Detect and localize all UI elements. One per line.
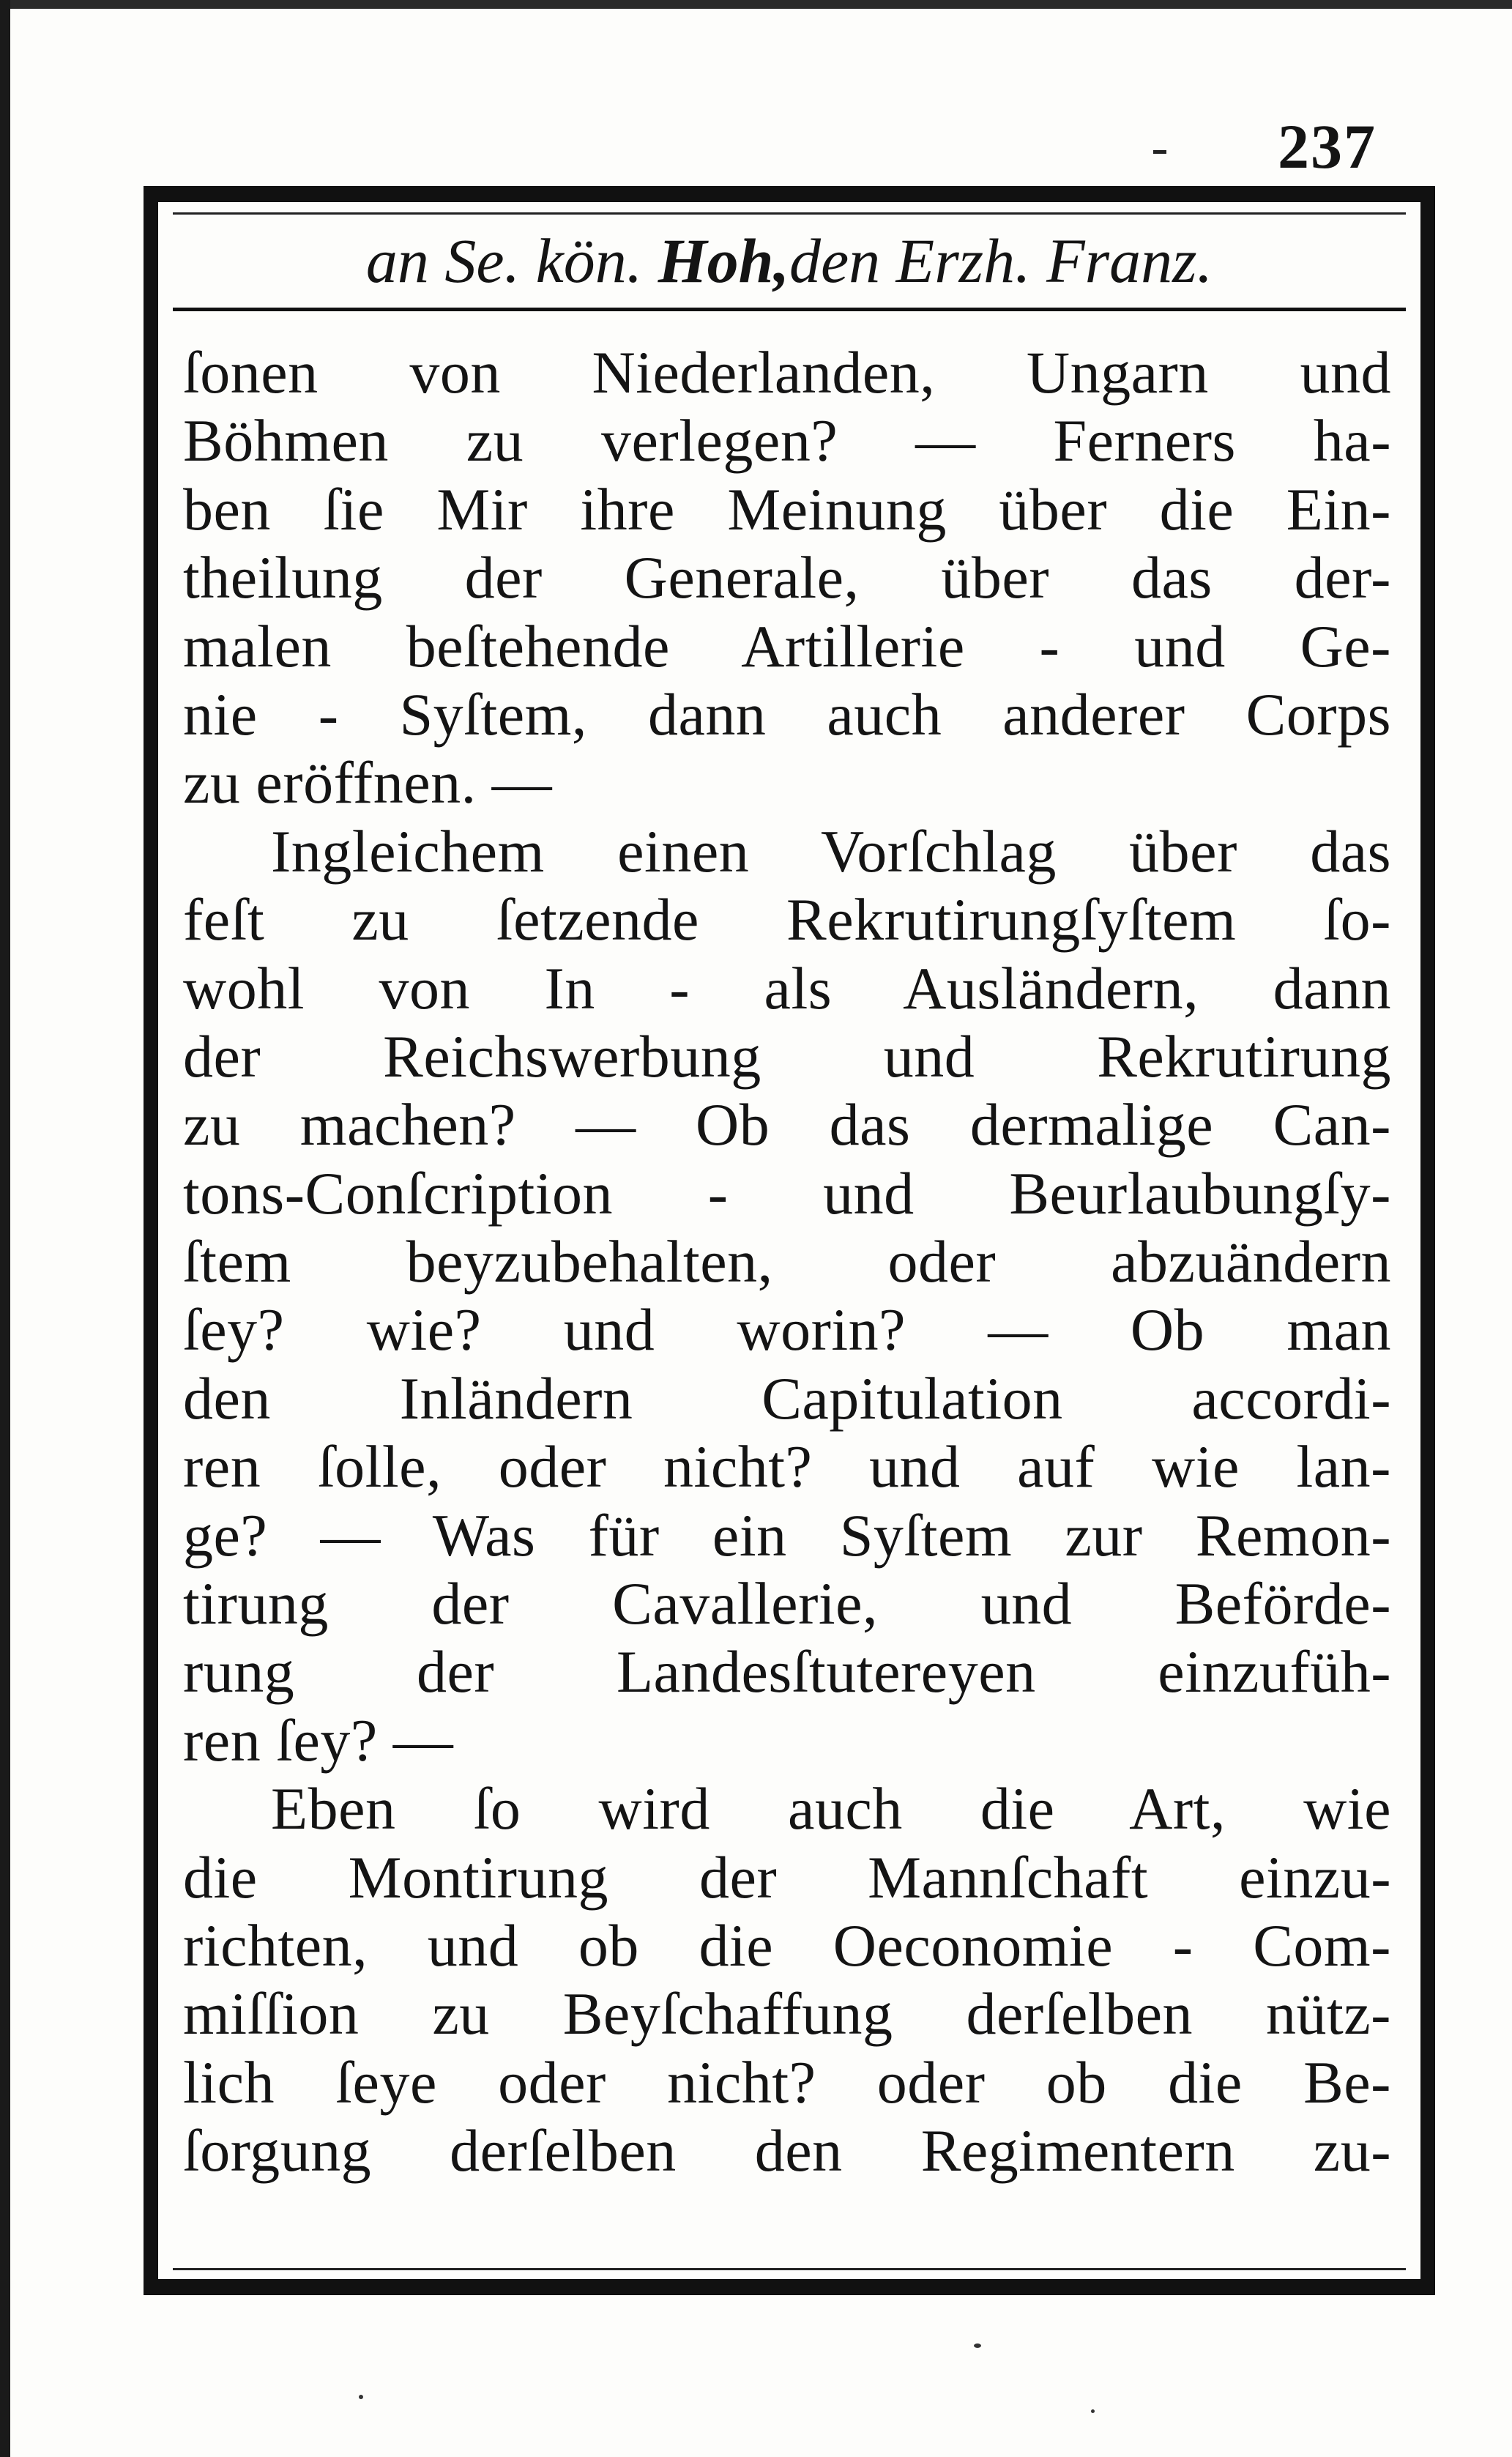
text-line: malen beſtehende Artillerie - und Ge-	[183, 612, 1391, 680]
text-line: Eben ſo wird auch die Art, wie	[271, 1775, 1391, 1843]
text-line: der Reichswerbung und Rekrutirung	[183, 1022, 1391, 1090]
text-line: Ingleichem einen Vorſchlag über das	[271, 817, 1391, 885]
text-line: ſtem beyzubehalten, oder abzuändern	[183, 1228, 1391, 1296]
scan-speck	[359, 2395, 363, 2399]
text-line: lich ſeye oder nicht? oder ob die Be-	[183, 2048, 1391, 2116]
text-line: ſey? wie? und worin? — Ob man	[183, 1296, 1391, 1364]
text-line: zu eröffnen. —	[183, 749, 553, 817]
scan-edge-top	[0, 0, 1512, 9]
scan-speck	[974, 2343, 981, 2348]
text-line: Böhmen zu verlegen? — Ferners ha-	[183, 407, 1391, 475]
text-line: miſſion zu Beyſchaffung derſelben nütz-	[183, 1980, 1391, 2048]
text-line: ge? — Was für ein Syſtem zur Remon-	[183, 1501, 1391, 1569]
text-line: tons-Conſcription - und Beurlaubungſy-	[183, 1159, 1391, 1227]
text-line: richten, und ob die Oeconomie - Com-	[183, 1911, 1391, 1979]
text-line: ren ſey? —	[183, 1706, 454, 1774]
text-line: ſorgung derſelben den Regimentern zu-	[183, 2117, 1391, 2185]
text-line: den Inländern Capitulation accordi-	[183, 1364, 1391, 1432]
header-rule	[173, 308, 1406, 311]
text-line: rung der Landesſtutereyen einzufüh-	[183, 1638, 1391, 1706]
text-line: feſt zu ſetzende Rekrutirungſyſtem ſo-	[183, 886, 1391, 954]
scan-speck	[1091, 2409, 1095, 2413]
page-number-dash	[1153, 150, 1166, 154]
body-text	[183, 338, 1391, 2185]
scan-edge-left	[0, 0, 10, 2457]
page-number: 237	[1278, 111, 1377, 182]
text-line: ben ſie Mir ihre Meinung über die Ein-	[183, 475, 1391, 543]
text-line: tirung der Cavallerie, und Beförde-	[183, 1570, 1391, 1638]
text-line: theilung der Generale, über das der-	[183, 544, 1391, 612]
text-line: ſonen von Niederlanden, Ungarn und	[183, 339, 1391, 406]
text-line: zu machen? — Ob das dermalige Can-	[183, 1091, 1391, 1159]
running-head-post: den Erzh. Franz.	[789, 226, 1213, 296]
text-line: nie - Syſtem, dann auch anderer Corps	[183, 680, 1391, 748]
text-line: wohl von In - als Ausländern, dann	[183, 954, 1391, 1022]
running-head	[173, 217, 1406, 305]
text-line: ren ſolle, oder nicht? und auf wie lan-	[183, 1433, 1391, 1501]
running-head-pre: an Se. kön.	[365, 226, 658, 296]
running-head-mid: Hoh,	[658, 226, 789, 296]
text-line: die Montirung der Mannſchaft einzu-	[183, 1843, 1391, 1911]
